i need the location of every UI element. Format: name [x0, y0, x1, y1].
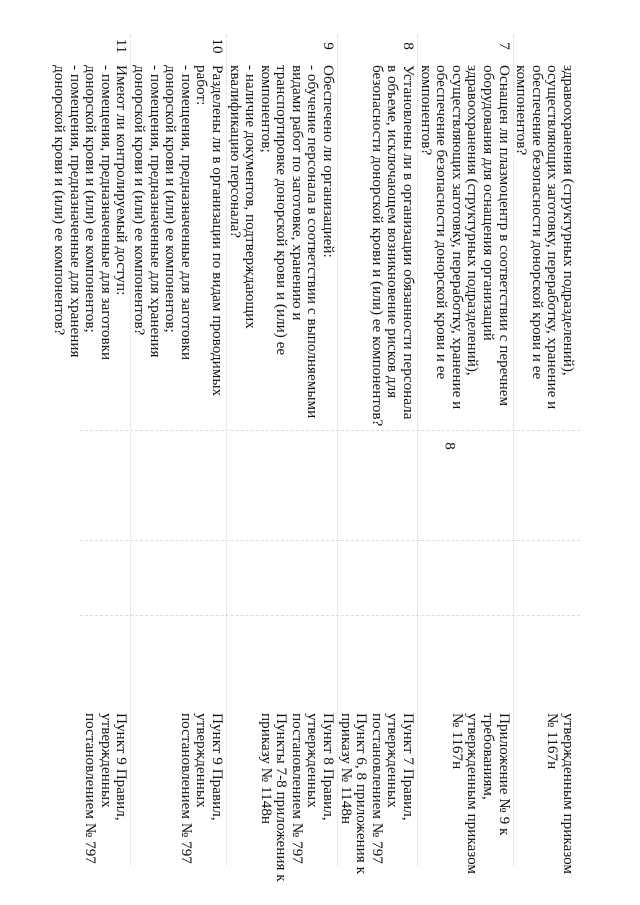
reference-line: утвержденным приказом — [464, 713, 482, 875]
row-number: 7 — [495, 42, 513, 50]
empty-column — [514, 385, 577, 711]
question-line: оборудования для оснащения организаций — [480, 65, 498, 341]
question-line: - помещения, предназначенные для хранения — [146, 65, 164, 358]
reference-line: постановлением № 797 — [82, 713, 100, 864]
empty-column — [51, 385, 130, 711]
reference-line: Пункт 7 Правил, — [400, 713, 418, 821]
legal-reference — [337, 711, 418, 874]
reference-line: Пункт 8 Правил, — [320, 713, 338, 821]
reference-line: Пункты 7-8 приложения к — [273, 713, 291, 882]
checklist-row — [513, 35, 577, 875]
question-line: - помещения, предназначенные для заготовки — [97, 65, 115, 361]
question-line: - обучение персонала в соответствии с выполняемыми — [304, 65, 322, 419]
checklist-row — [226, 35, 338, 882]
empty-column — [131, 385, 226, 711]
question-line: в объеме, исключающем возникновение рисков для — [384, 65, 402, 399]
empty-column — [227, 385, 337, 711]
row-number: 10 — [208, 38, 226, 54]
question-line: обеспечение безопасности донорской крови и ее — [433, 65, 451, 380]
checklist-table — [51, 35, 577, 882]
question-line: донорской крови и (или) ее компонентов; — [162, 65, 180, 333]
question-line: - помещения, предназначенные для хранения — [66, 65, 84, 358]
row-number: 11 — [113, 38, 131, 54]
reference-line: постановлением № 797 — [177, 713, 195, 864]
legal-reference — [418, 711, 513, 875]
question-line: компонентов; — [257, 65, 275, 153]
legal-reference — [514, 711, 577, 875]
question-line: донорской крови и (или) ее компонентов; — [82, 65, 100, 333]
reference-line: Пункт 6, 8 приложения к — [353, 713, 371, 874]
checklist-row — [337, 35, 418, 874]
question-line: осуществляющих заготовку, переработку, хранение и — [544, 65, 562, 410]
legal-reference — [131, 711, 226, 865]
question-line: работ: — [193, 65, 211, 106]
question-line: Оснащен ли плазмоцентр в соответствии с перечнем — [495, 65, 513, 407]
question-line: - наличие документов, подтверждающих — [242, 65, 260, 329]
reference-line: постановлением № 797 — [288, 713, 306, 864]
reference-line: приказу № 1148н — [257, 713, 275, 825]
reference-line: утвержденных — [193, 713, 211, 808]
question-line: компонентов? — [417, 65, 435, 156]
question-line: обеспечение безопасности донорской крови и ее — [528, 65, 546, 380]
question-line: Имеют ли контролируемый доступ: — [113, 65, 131, 296]
reference-line: Приложение № 9 к — [495, 713, 513, 836]
reference-line: требованиям, — [480, 713, 498, 800]
question-line: здравоохранения (структурных подразделений), — [560, 65, 577, 376]
question-text — [51, 57, 130, 385]
question-line: Разделены ли в организации по видам проводимых — [208, 65, 226, 397]
reference-line: приказу № 1148н — [337, 713, 355, 825]
reference-line: Пункт 9 Правил, — [113, 713, 131, 821]
row-number — [514, 35, 577, 57]
question-line: здравоохранения (структурных подразделений), — [464, 65, 482, 376]
reference-line: Пункт 9 Правил, — [208, 713, 226, 821]
question-line: Обеспечено ли организацией: — [320, 65, 338, 258]
checklist-row — [417, 35, 513, 875]
question-line: транспортировке донорской крови и (или) ее — [273, 65, 291, 356]
empty-column — [338, 385, 417, 711]
reference-line: постановлением № 797 — [368, 713, 386, 864]
question-line: осуществляющих заготовку, переработку, хранение и — [448, 65, 466, 410]
question-line: квалификацию персонала? — [226, 65, 244, 239]
empty-column — [418, 385, 513, 711]
checklist-row — [130, 35, 226, 865]
question-line: - помещения, предназначенные для заготовки — [177, 65, 195, 361]
legal-reference — [51, 711, 130, 865]
question-line: Установлены ли в организации обязанности персонала — [400, 65, 418, 420]
row-number: 8 — [400, 42, 418, 50]
reference-line: утвержденным приказом — [560, 713, 577, 875]
reference-line: № 1167н — [448, 713, 466, 770]
question-text — [417, 57, 513, 410]
question-text — [226, 57, 338, 419]
question-line: донорской крови и (или) ее компонентов? — [51, 65, 68, 336]
reference-line: утвержденных — [384, 713, 402, 808]
checklist-row — [51, 35, 130, 865]
legal-reference — [227, 711, 338, 882]
question-line: безопасности донорской крови и (или) ее компонентов? — [368, 65, 386, 427]
reference-line: утвержденных — [304, 713, 322, 808]
question-text — [130, 57, 226, 397]
question-line: видами работ по заготовке, хранению и — [288, 65, 306, 321]
row-number: 9 — [320, 42, 338, 50]
page-number: 8 — [441, 442, 458, 450]
question-text — [513, 57, 577, 410]
question-text — [338, 57, 418, 427]
reference-line: № 1167н — [544, 713, 562, 770]
question-line: донорской крови и (или) ее компонентов? — [130, 65, 148, 336]
question-line: компонентов? — [513, 65, 531, 156]
reference-line: утвержденных — [97, 713, 115, 808]
